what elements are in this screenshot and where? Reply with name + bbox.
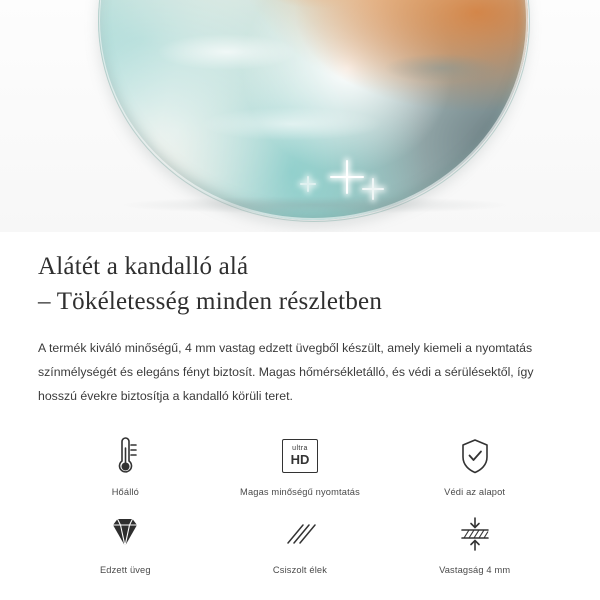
feature-label: Edzett üveg	[99, 564, 151, 575]
content-section	[0, 232, 600, 575]
headline-line-1: Alátét a kandalló alá	[38, 253, 249, 280]
feature-label: Csiszolt élek	[272, 564, 328, 575]
board-shadow	[120, 196, 510, 214]
glass-board-image	[98, 0, 528, 220]
feature-item-print-quality	[213, 435, 388, 497]
ultra-hd-badge-bottom: HD	[290, 452, 310, 468]
feature-grid	[38, 435, 562, 575]
shield-check-icon	[455, 435, 495, 477]
feature-item-tempered-glass	[38, 513, 213, 575]
feature-label: Vastagság 4 mm	[439, 564, 511, 575]
headline-line-2: – Tökéletesség minden részletben	[38, 287, 383, 315]
feature-label: Magas minőségű nyomtatás	[240, 486, 360, 497]
feature-item-protects-surface	[387, 435, 562, 497]
ultra-hd-badge-top: ultra	[292, 445, 308, 453]
thickness-arrows-icon	[453, 513, 497, 555]
diamond-icon	[103, 513, 147, 555]
ultra-hd-icon	[282, 435, 318, 477]
page-title	[38, 250, 562, 319]
feature-item-heat-resistant	[38, 435, 213, 497]
polished-edges-icon	[278, 513, 322, 555]
feature-item-thickness	[387, 513, 562, 575]
hero-image	[0, 0, 600, 232]
feature-label: Hőálló	[111, 486, 139, 497]
feature-label: Védi az alapot	[444, 486, 506, 497]
feature-item-polished-edges	[213, 513, 388, 575]
thermometer-icon	[105, 435, 145, 477]
description-paragraph: A termék kiváló minőségű, 4 mm vastag edzett üvegből készült, amely kiemeli a nyomtatás színmélységét és elegáns fényt biztosít. Magas hőmérsékletálló, és védi a sérülésektől, így hosszú évekre biztosítja a kandalló körüli teret.	[38, 341, 534, 403]
